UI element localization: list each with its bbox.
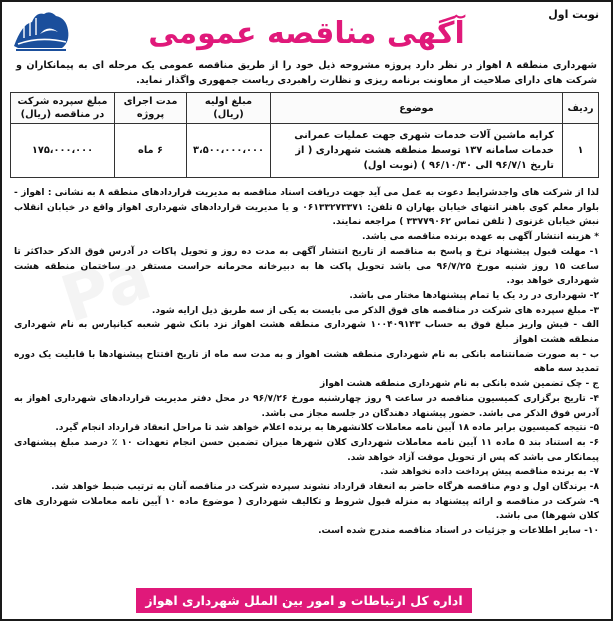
condition-3: ۳- مبلغ سپرده های شرکت در مناقصه های فوق الذکر می بایست به یکی از سه طریق ذیل ارایه شود. [151, 305, 599, 316]
intro-paragraph: شهرداری منطقه ۸ اهواز در نظر دارد پروژه مشروحه ذیل خود را از طریق مناقصه عمومی یک مرحله ای به پیمانکاران و شرکت های دارای صلاحیت از معاونت برنامه ریزی و نظارت راهبردی ریاست جمهوری واگذار نماید. [16, 60, 597, 86]
table-header-row [11, 93, 599, 124]
conditions-text [2, 178, 611, 539]
cell-initial-amount: ۳،۵۰۰،۰۰۰،۰۰۰ [187, 124, 271, 178]
page-title: آگهی مناقصه عمومی [148, 16, 465, 51]
condition-9: ۹- شرکت در مناقصه و ارائه پیشنهاد به منزله قبول شروط و تکالیف شهرداری ( موضوع ماده ۱۰ آیین نامه معاملات شهرداری های کلان شهرها) می باشد. [14, 496, 599, 522]
table-row [11, 124, 599, 178]
cell-row-no: ۱ [563, 124, 599, 178]
footer-banner: اداره کل ارتباطات و امور بین الملل شهرداری اهواز [136, 588, 472, 613]
condition-3-a: الف - فیش واریز مبلغ فوق به حساب ۱۰۰۴۰۹۱۴۳ شهرداری منطقه هشت اهواز نزد بانک شهر شعبه کیانپارس به نام شهرداری منطقه هشت اهواز [14, 320, 599, 346]
cell-duration: ۶ ماه [115, 124, 187, 178]
col-row-no: ردیف [563, 93, 599, 124]
condition-4: ۴- تاریخ برگزاری کمیسیون مناقصه در ساعت ۹ روز چهارشنبه مورخ ۹۶/۷/۲۶ در محل دفتر مدیریت قراردادهای شهرداری اهواز به آدرس فوق الذکر می باشد. حضور پیشنهاد دهندگان در جلسه مجاز می باشد. [14, 393, 600, 419]
condition-3-b: ب - به صورت ضمانتنامه بانکی به نام شهرداری منطقه هشت اهواز و به مدت سه ماه از تاریخ افتتاح پیشنهادها با قابلیت یک دوره تمدید سه ماهه [14, 349, 599, 375]
condition-5: ۵- نتیجه کمیسیون برابر ماده ۱۸ آیین نامه معاملات کلانشهرها به برنده اعلام خواهد شد تا مراحل انعقاد قرارداد انجام گیرد. [55, 423, 599, 434]
condition-3-c: ج - چک تضمین شده بانکی به نام شهرداری منطقه هشت اهواز [320, 379, 599, 390]
ahvaz-municipality-logo-icon [10, 6, 72, 54]
condition-10: ۱۰- سایر اطلاعات و جزئیات در اسناد مناقصه مندرج شده است. [318, 526, 599, 537]
condition-8: ۸- برندگان اول و دوم مناقصه هرگاه حاضر به انعقاد قرارداد نشوند سپرده شرکت در مناقصه آنان به ترتیب ضبط خواهد شد. [51, 482, 599, 493]
col-subject: موضوع [271, 93, 563, 124]
edition-label: نوبت اول [548, 8, 599, 21]
col-initial-amount: مبلغ اولیه (ریال) [187, 93, 271, 124]
condition-2: ۲- شهرداری در رد یک یا تمام پیشنهادها مختار می باشد. [349, 290, 599, 301]
tender-table [10, 92, 599, 178]
condition-1: ۱- مهلت قبول پیشنهاد نرخ و پاسخ به مناقصه از تاریخ انتشار آگهی به مدت ده روز و تحویل پاکات در آدرس فوق الذکر حداکثر تا ساعت ۱۵ روز شنبه مورخ ۹۶/۷/۲۵ می باشد تحویل پاکت ها به دبیرخانه محرمانه حراست مستقر در ساختمان منطقه هشت شهرداری خواهد بود. [14, 246, 599, 287]
col-duration: مدت اجرای پروژه [115, 93, 187, 124]
cell-subject: کرایه ماشین آلات خدمات شهری جهت عملیات عمرانی خدمات سامانه ۱۳۷ توسط منطقه هشت شهرداری ( از تاریخ ۹۶/۷/۱ الی ۹۶/۱۰/۳۰ ) (نوبت اول) [271, 124, 563, 178]
col-deposit: مبلغ سپرده شرکت در مناقصه (ریال) [11, 93, 115, 124]
invitation-paragraph: لذا از شرکت های واجدشرایط دعوت به عمل می آید جهت دریافت اسناد مناقصه به مدیریت قراردادهای منطقه ۸ به نشانی : اهواز - بلوار معلم کوی باهنر انتهای خیابان بهاران ۵ تلفن: ۰۶۱۳۳۲۷۳۳۷۱ و یا مدیریت قراردادهای شهرداری اهواز واقع در خیابان انقلاب نبش خیابان غزنوی ( تلفن تماس ۳۳۷۷۹۰۶۲ ) مراجعه نمایند. [14, 188, 599, 228]
cell-deposit: ۱۷۵،۰۰۰،۰۰۰ [11, 124, 115, 178]
cost-note: * هزینه انتشار آگهی به عهده برنده مناقصه می باشد. [362, 232, 599, 243]
condition-7: ۷- به برنده مناقصه پیش پرداخت داده نخواهد شد. [380, 467, 599, 478]
notice-header [2, 2, 611, 58]
condition-6: ۶- به استناد بند ۵ ماده ۱۱ آیین نامه معاملات شهرداری کلان شهرها میزان تضمین حسن انجام تعهدات ۱۰ ٪ درصد مبلغ پیشنهادی پیمانکار می باشد که پس از تحویل موقت آزاد خواهد شد. [14, 437, 600, 463]
